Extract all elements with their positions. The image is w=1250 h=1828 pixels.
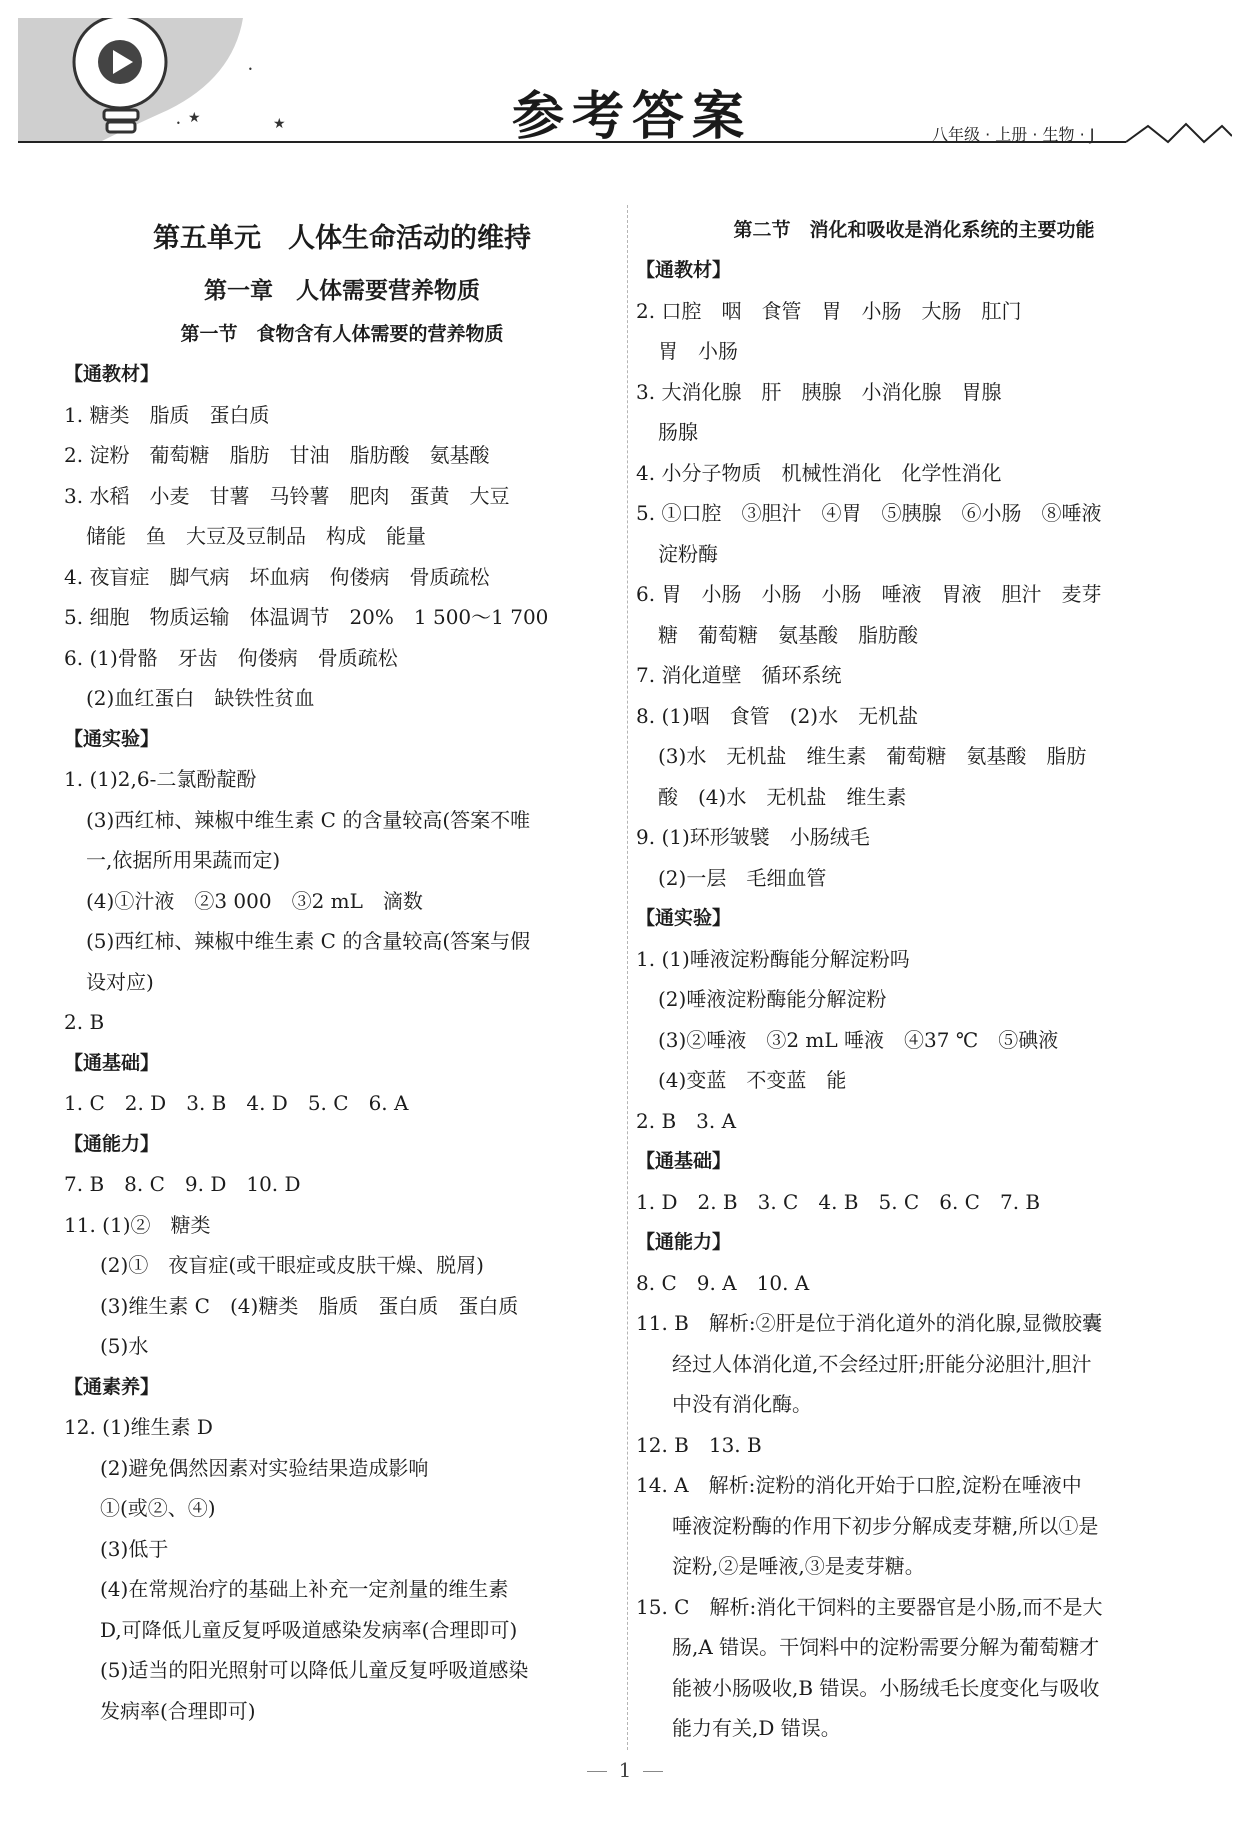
answer-line: 3. 水稻 小麦 甘薯 马铃薯 肥肉 蛋黄 大豆	[64, 483, 510, 508]
answer-line: 15. C 解析:消化干饲料的主要器官是小肠,而不是大	[636, 1594, 1103, 1619]
answer-line: 7. 消化道壁 循环系统	[636, 663, 842, 687]
wave-decoration	[1126, 124, 1232, 142]
section-heading: 第二节 消化和吸收是消化系统的主要功能	[733, 219, 1095, 241]
answer-line: (3)水 无机盐 维生素 葡萄糖 氨基酸 脂肪	[658, 744, 1087, 768]
page-number-text: 1	[618, 1758, 632, 1782]
answer-line: 8. (1)咽 食管 (2)水 无机盐	[636, 703, 919, 728]
answer-line: 4. 小分子物质 机械性消化 化学性消化	[636, 460, 1002, 485]
answer-line: 14. A 解析:淀粉的消化开始于口腔,淀粉在唾液中	[636, 1473, 1082, 1497]
answer-line: 6. 胃 小肠 小肠 小肠 唾液 胃液 胆汁 麦芽	[636, 582, 1102, 606]
answer-line: (2)唾液淀粉酶能分解淀粉	[658, 987, 887, 1011]
answer-line: (3)维生素 C (4)糖类 脂质 蛋白质 蛋白质	[100, 1293, 519, 1318]
answer-line: (2)血红蛋白 缺铁性贫血	[86, 686, 315, 710]
answer-line: 6. (1)骨骼 牙齿 佝偻病 骨质疏松	[64, 645, 398, 670]
answer-line: 12. (1)维生素 D	[64, 1415, 213, 1439]
answer-line: 1. 糖类 脂质 蛋白质	[64, 402, 270, 427]
left-column	[64, 210, 620, 1731]
answer-line: 能力有关,D 错误。	[672, 1716, 841, 1740]
answer-line: (5)水	[100, 1334, 149, 1358]
tag-heading: 【通基础】	[636, 1150, 732, 1172]
column-divider	[627, 205, 628, 1750]
answer-line: (2)① 夜盲症(或干眼症或皮肤干燥、脱屑)	[100, 1253, 484, 1277]
grade-info: 八年级 · 上册 · 生物 · J	[932, 125, 1095, 144]
answer-line: (3)②唾液 ③2 mL 唾液 ④37 ℃ ⑤碘液	[658, 1027, 1059, 1052]
tag-heading: 【通教材】	[64, 363, 160, 385]
answer-line: 2. 口腔 咽 食管 胃 小肠 大肠 肛门	[636, 298, 1022, 323]
answer-line: (3)低于	[100, 1536, 169, 1561]
tag-heading: 【通教材】	[636, 259, 732, 281]
answer-line: 淀粉酶	[658, 541, 718, 566]
answer-line: (2)避免偶然因素对实验结果造成影响	[100, 1455, 429, 1480]
answer-line: (4)在常规治疗的基础上补充一定剂量的维生素	[100, 1577, 509, 1601]
answer-line: 4. 夜盲症 脚气病 坏血病 佝偻病 骨质疏松	[64, 564, 490, 589]
answer-line: (4)变蓝 不变蓝 能	[658, 1068, 847, 1092]
answer-line: 设对应)	[86, 969, 154, 994]
svg-text:•: •	[248, 65, 253, 74]
answer-line: 糖 葡萄糖 氨基酸 脂肪酸	[658, 622, 918, 647]
answer-line: 能被小肠吸收,B 错误。小肠绒毛长度变化与吸收	[672, 1675, 1100, 1700]
answer-line: 9. (1)环形皱襞 小肠绒毛	[636, 825, 870, 849]
answer-line: 11. B 解析:②肝是位于消化道外的消化腺,显微胶囊	[636, 1311, 1102, 1335]
svg-text:★: ★	[188, 110, 201, 126]
answer-line: 唾液淀粉酶的作用下初步分解成麦芽糖,所以①是	[672, 1513, 1099, 1538]
tag-heading: 【通基础】	[64, 1051, 160, 1074]
answer-line: 5. 细胞 物质运输 体温调节 20% 1 500～1 700	[64, 605, 549, 629]
answer-line: D,可降低儿童反复呼吸道感染发病率(合理即可)	[100, 1617, 518, 1642]
tag-heading: 【通实验】	[636, 907, 732, 929]
answer-line: 1. D 2. B 3. C 4. B 5. C 6. C 7. B	[636, 1189, 1041, 1214]
page-title: 参考答案	[511, 87, 752, 147]
answer-line: 5. ①口腔 ③胆汁 ④胃 ⑤胰腺 ⑥小肠 ⑧唾液	[636, 501, 1102, 525]
answer-line: 储能 鱼 大豆及豆制品 构成 能量	[86, 524, 426, 548]
answer-line: 1. C 2. D 3. B 4. D 5. C 6. A	[64, 1091, 409, 1115]
section-heading: 第一节 食物含有人体需要的营养物质	[180, 323, 504, 345]
answer-line: 2. B	[64, 1010, 105, 1034]
answer-line: 淀粉,②是唾液,③是麦芽糖。	[672, 1554, 925, 1578]
answer-line: 2. 淀粉 葡萄糖 脂肪 甘油 脂肪酸 氨基酸	[64, 443, 490, 467]
page-number	[0, 1758, 1250, 1782]
answer-line: (5)西红柿、辣椒中维生素 C 的含量较高(答案与假	[86, 929, 531, 953]
answer-line: (4)①汁液 ②3 000 ③2 mL 滴数	[86, 888, 423, 913]
answer-line: 7. B 8. C 9. D 10. D	[64, 1172, 301, 1196]
answer-line: 1. (1)2,6-二氯酚靛酚	[64, 767, 257, 791]
answer-line: 酸 (4)水 无机盐 维生素	[658, 784, 907, 809]
answer-line: 肠,A 错误。干饲料中的淀粉需要分解为葡萄糖才	[672, 1635, 1100, 1659]
answer-line: (5)适当的阳光照射可以降低儿童反复呼吸道感染	[100, 1658, 529, 1682]
unit-heading: 第五单元 人体生命活动的维持	[153, 223, 531, 254]
tag-heading: 【通实验】	[64, 727, 160, 750]
answer-line: ①(或②、④)	[100, 1496, 216, 1520]
tag-heading: 【通能力】	[636, 1231, 732, 1253]
answer-line: 肠腺	[658, 420, 698, 444]
answer-line: (3)西红柿、辣椒中维生素 C 的含量较高(答案不唯	[86, 807, 531, 832]
answer-line: 8. C 9. A 10. A	[636, 1270, 810, 1295]
tag-heading: 【通素养】	[64, 1375, 160, 1398]
answer-line: 1. (1)唾液淀粉酶能分解淀粉吗	[636, 946, 910, 971]
answer-line: (2)一层 毛细血管	[658, 865, 827, 890]
chapter-heading: 第一章 人体需要营养物质	[204, 278, 480, 304]
page-header	[18, 18, 1232, 168]
tag-heading: 【通能力】	[64, 1132, 160, 1155]
answer-line: 中没有消化酶。	[672, 1392, 812, 1416]
answer-line: 胃 小肠	[658, 339, 738, 363]
answer-line: 2. B 3. A	[636, 1108, 737, 1133]
answer-line: 11. (1)② 糖类	[64, 1212, 211, 1237]
answer-line: 经过人体消化道,不会经过肝;肝能分泌胆汁,胆汁	[672, 1351, 1092, 1376]
answer-line: 12. B 13. B	[636, 1432, 762, 1457]
answer-line: 发病率(合理即可)	[100, 1698, 256, 1723]
answer-line: 一,依据所用果蔬而定)	[86, 848, 281, 872]
svg-text:★: ★	[273, 116, 286, 132]
svg-text:•: •	[176, 119, 181, 128]
right-column	[636, 210, 1192, 1749]
answer-line: 3. 大消化腺 肝 胰腺 小消化腺 胃腺	[636, 379, 1002, 404]
